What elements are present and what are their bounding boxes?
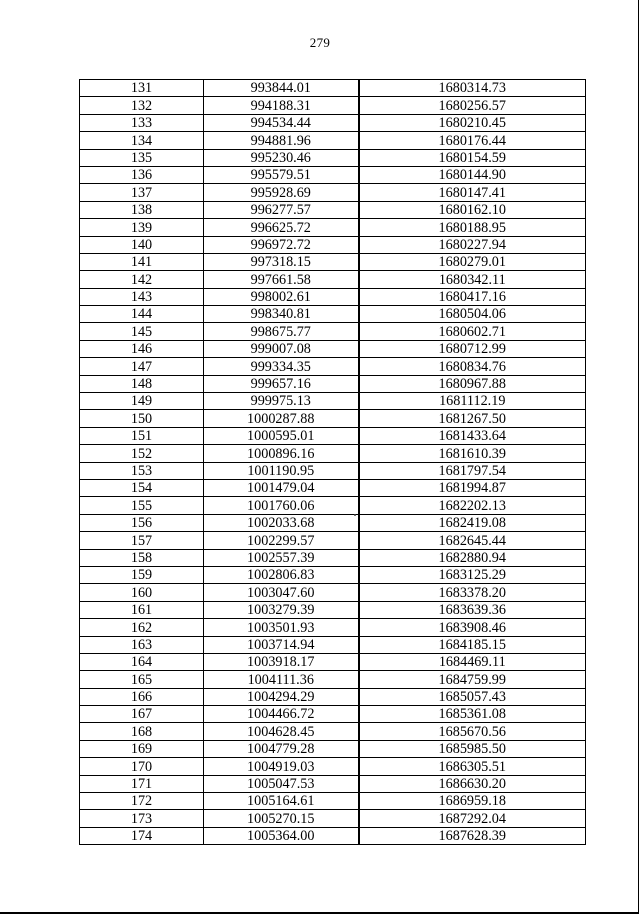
y-coordinate-cell: 1680154.59 bbox=[359, 149, 586, 166]
table-row bbox=[80, 584, 586, 601]
y-coordinate-cell: 1684469.11 bbox=[359, 653, 586, 670]
table-row bbox=[80, 114, 586, 131]
table-row bbox=[80, 184, 586, 201]
x-coordinate-cell: 994881.96 bbox=[204, 132, 359, 149]
y-coordinate-cell: 1680602.71 bbox=[359, 323, 586, 340]
point-number-cell: 146 bbox=[80, 340, 204, 357]
point-number-cell: 159 bbox=[80, 566, 204, 583]
y-coordinate-cell: 1681797.54 bbox=[359, 462, 586, 479]
x-coordinate-cell: 1004919.03 bbox=[204, 758, 359, 775]
y-coordinate-cell: 1681112.19 bbox=[359, 393, 586, 410]
x-coordinate-cell: 1000287.88 bbox=[204, 410, 359, 427]
x-coordinate-cell: 1005364.00 bbox=[204, 827, 359, 844]
point-number-cell: 169 bbox=[80, 740, 204, 757]
table-row bbox=[80, 80, 586, 97]
point-number-cell: 147 bbox=[80, 358, 204, 375]
point-number-cell: 157 bbox=[80, 532, 204, 549]
x-coordinate-cell: 1001479.04 bbox=[204, 479, 359, 496]
point-number-cell: 143 bbox=[80, 288, 204, 305]
table-row bbox=[80, 827, 586, 844]
table-row bbox=[80, 288, 586, 305]
point-number-cell: 173 bbox=[80, 810, 204, 827]
table-row bbox=[80, 271, 586, 288]
point-number-cell: 150 bbox=[80, 410, 204, 427]
point-number-cell: 138 bbox=[80, 201, 204, 218]
y-coordinate-cell: 1686630.20 bbox=[359, 775, 586, 792]
x-coordinate-cell: 999334.35 bbox=[204, 358, 359, 375]
x-coordinate-cell: 998675.77 bbox=[204, 323, 359, 340]
x-coordinate-cell: 996972.72 bbox=[204, 236, 359, 253]
table-row bbox=[80, 358, 586, 375]
table-row bbox=[80, 393, 586, 410]
table-row bbox=[80, 758, 586, 775]
point-number-cell: 165 bbox=[80, 671, 204, 688]
y-coordinate-cell: 1680188.95 bbox=[359, 219, 586, 236]
x-coordinate-cell: 1004466.72 bbox=[204, 706, 359, 723]
point-number-cell: 158 bbox=[80, 549, 204, 566]
point-number-cell: 151 bbox=[80, 427, 204, 444]
point-number-cell: 162 bbox=[80, 619, 204, 636]
x-coordinate-cell: 1000896.16 bbox=[204, 445, 359, 462]
x-coordinate-cell: 994534.44 bbox=[204, 114, 359, 131]
y-coordinate-cell: 1680834.76 bbox=[359, 358, 586, 375]
table-row bbox=[80, 479, 586, 496]
point-number-cell: 131 bbox=[80, 80, 204, 97]
x-coordinate-cell: 998002.61 bbox=[204, 288, 359, 305]
table-row bbox=[80, 514, 586, 531]
y-coordinate-cell: 1686305.51 bbox=[359, 758, 586, 775]
point-number-cell: 139 bbox=[80, 219, 204, 236]
x-coordinate-cell: 1005164.61 bbox=[204, 793, 359, 810]
y-coordinate-cell: 1682645.44 bbox=[359, 532, 586, 549]
x-coordinate-cell: 1004294.29 bbox=[204, 688, 359, 705]
point-number-cell: 156 bbox=[80, 514, 204, 531]
y-coordinate-cell: 1680210.45 bbox=[359, 114, 586, 131]
y-coordinate-cell: 1685057.43 bbox=[359, 688, 586, 705]
x-coordinate-cell: 1003714.94 bbox=[204, 636, 359, 653]
point-number-cell: 171 bbox=[80, 775, 204, 792]
point-number-cell: 172 bbox=[80, 793, 204, 810]
point-number-cell: 168 bbox=[80, 723, 204, 740]
x-coordinate-cell: 1003047.60 bbox=[204, 584, 359, 601]
table-row bbox=[80, 253, 586, 270]
x-coordinate-cell: 1003279.39 bbox=[204, 601, 359, 618]
x-coordinate-cell: 999007.08 bbox=[204, 340, 359, 357]
point-number-cell: 166 bbox=[80, 688, 204, 705]
x-coordinate-cell: 1003501.93 bbox=[204, 619, 359, 636]
coordinates-table-body bbox=[80, 80, 586, 845]
x-coordinate-cell: 1002557.39 bbox=[204, 549, 359, 566]
x-coordinate-cell: 1004779.28 bbox=[204, 740, 359, 757]
y-coordinate-cell: 1687292.04 bbox=[359, 810, 586, 827]
y-coordinate-cell: 1683639.36 bbox=[359, 601, 586, 618]
y-coordinate-cell: 1680256.57 bbox=[359, 97, 586, 114]
table-row bbox=[80, 723, 586, 740]
y-coordinate-cell: 1683908.46 bbox=[359, 619, 586, 636]
y-coordinate-cell: 1680314.73 bbox=[359, 80, 586, 97]
x-coordinate-cell: 993844.01 bbox=[204, 80, 359, 97]
table-row bbox=[80, 462, 586, 479]
point-number-cell: 149 bbox=[80, 393, 204, 410]
point-number-cell: 133 bbox=[80, 114, 204, 131]
point-number-cell: 145 bbox=[80, 323, 204, 340]
x-coordinate-cell: 1000595.01 bbox=[204, 427, 359, 444]
table-row bbox=[80, 323, 586, 340]
y-coordinate-cell: 1681610.39 bbox=[359, 445, 586, 462]
y-coordinate-cell: 1680162.10 bbox=[359, 201, 586, 218]
x-coordinate-cell: 997318.15 bbox=[204, 253, 359, 270]
table-row bbox=[80, 740, 586, 757]
table-row bbox=[80, 566, 586, 583]
point-number-cell: 170 bbox=[80, 758, 204, 775]
page-number: 279 bbox=[309, 35, 331, 50]
x-coordinate-cell: 1002033.68 bbox=[204, 514, 359, 531]
x-coordinate-cell: 995230.46 bbox=[204, 149, 359, 166]
table-row bbox=[80, 619, 586, 636]
y-coordinate-cell: 1685670.56 bbox=[359, 723, 586, 740]
scan-speck bbox=[354, 514, 356, 516]
x-coordinate-cell: 1003918.17 bbox=[204, 653, 359, 670]
point-number-cell: 142 bbox=[80, 271, 204, 288]
x-coordinate-cell: 995579.51 bbox=[204, 166, 359, 183]
y-coordinate-cell: 1684759.99 bbox=[359, 671, 586, 688]
point-number-cell: 154 bbox=[80, 479, 204, 496]
table-row bbox=[80, 497, 586, 514]
table-row bbox=[80, 532, 586, 549]
x-coordinate-cell: 1002299.57 bbox=[204, 532, 359, 549]
table-row bbox=[80, 219, 586, 236]
table-row bbox=[80, 688, 586, 705]
x-coordinate-cell: 1002806.83 bbox=[204, 566, 359, 583]
table-row bbox=[80, 775, 586, 792]
point-number-cell: 135 bbox=[80, 149, 204, 166]
table-row bbox=[80, 427, 586, 444]
x-coordinate-cell: 1005270.15 bbox=[204, 810, 359, 827]
table-row bbox=[80, 601, 586, 618]
table-row bbox=[80, 653, 586, 670]
y-coordinate-cell: 1685985.50 bbox=[359, 740, 586, 757]
table-row bbox=[80, 340, 586, 357]
x-coordinate-cell: 996625.72 bbox=[204, 219, 359, 236]
y-coordinate-cell: 1680712.99 bbox=[359, 340, 586, 357]
x-coordinate-cell: 998340.81 bbox=[204, 306, 359, 323]
y-coordinate-cell: 1680227.94 bbox=[359, 236, 586, 253]
y-coordinate-cell: 1683378.20 bbox=[359, 584, 586, 601]
table-row bbox=[80, 445, 586, 462]
y-coordinate-cell: 1681433.64 bbox=[359, 427, 586, 444]
table-row bbox=[80, 97, 586, 114]
point-number-cell: 161 bbox=[80, 601, 204, 618]
point-number-cell: 163 bbox=[80, 636, 204, 653]
x-coordinate-cell: 999657.16 bbox=[204, 375, 359, 392]
point-number-cell: 155 bbox=[80, 497, 204, 514]
table-row bbox=[80, 375, 586, 392]
x-coordinate-cell: 994188.31 bbox=[204, 97, 359, 114]
y-coordinate-cell: 1680504.06 bbox=[359, 306, 586, 323]
y-coordinate-cell: 1684185.15 bbox=[359, 636, 586, 653]
point-number-cell: 164 bbox=[80, 653, 204, 670]
x-coordinate-cell: 1004628.45 bbox=[204, 723, 359, 740]
point-number-cell: 174 bbox=[80, 827, 204, 844]
x-coordinate-cell: 1004111.36 bbox=[204, 671, 359, 688]
point-number-cell: 136 bbox=[80, 166, 204, 183]
y-coordinate-cell: 1682880.94 bbox=[359, 549, 586, 566]
point-number-cell: 148 bbox=[80, 375, 204, 392]
point-number-cell: 137 bbox=[80, 184, 204, 201]
table-row bbox=[80, 306, 586, 323]
point-number-cell: 134 bbox=[80, 132, 204, 149]
coordinates-table bbox=[79, 79, 586, 845]
table-row bbox=[80, 410, 586, 427]
point-number-cell: 153 bbox=[80, 462, 204, 479]
y-coordinate-cell: 1680279.01 bbox=[359, 253, 586, 270]
x-coordinate-cell: 1005047.53 bbox=[204, 775, 359, 792]
x-coordinate-cell: 995928.69 bbox=[204, 184, 359, 201]
x-coordinate-cell: 997661.58 bbox=[204, 271, 359, 288]
table-row bbox=[80, 810, 586, 827]
y-coordinate-cell: 1682202.13 bbox=[359, 497, 586, 514]
y-coordinate-cell: 1682419.08 bbox=[359, 514, 586, 531]
x-coordinate-cell: 996277.57 bbox=[204, 201, 359, 218]
y-coordinate-cell: 1683125.29 bbox=[359, 566, 586, 583]
point-number-cell: 144 bbox=[80, 306, 204, 323]
y-coordinate-cell: 1680967.88 bbox=[359, 375, 586, 392]
y-coordinate-cell: 1686959.18 bbox=[359, 793, 586, 810]
x-coordinate-cell: 999975.13 bbox=[204, 393, 359, 410]
table-row bbox=[80, 793, 586, 810]
y-coordinate-cell: 1680147.41 bbox=[359, 184, 586, 201]
x-coordinate-cell: 1001190.95 bbox=[204, 462, 359, 479]
y-coordinate-cell: 1680342.11 bbox=[359, 271, 586, 288]
table-row bbox=[80, 166, 586, 183]
point-number-cell: 160 bbox=[80, 584, 204, 601]
table-row bbox=[80, 236, 586, 253]
point-number-cell: 141 bbox=[80, 253, 204, 270]
y-coordinate-cell: 1681267.50 bbox=[359, 410, 586, 427]
point-number-cell: 167 bbox=[80, 706, 204, 723]
x-coordinate-cell: 1001760.06 bbox=[204, 497, 359, 514]
point-number-cell: 140 bbox=[80, 236, 204, 253]
y-coordinate-cell: 1681994.87 bbox=[359, 479, 586, 496]
y-coordinate-cell: 1680176.44 bbox=[359, 132, 586, 149]
table-row bbox=[80, 636, 586, 653]
point-number-cell: 152 bbox=[80, 445, 204, 462]
y-coordinate-cell: 1687628.39 bbox=[359, 827, 586, 844]
table-row bbox=[80, 706, 586, 723]
y-coordinate-cell: 1680144.90 bbox=[359, 166, 586, 183]
table-row bbox=[80, 132, 586, 149]
table-row bbox=[80, 201, 586, 218]
y-coordinate-cell: 1685361.08 bbox=[359, 706, 586, 723]
table-row bbox=[80, 549, 586, 566]
table-row bbox=[80, 671, 586, 688]
point-number-cell: 132 bbox=[80, 97, 204, 114]
table-row bbox=[80, 149, 586, 166]
y-coordinate-cell: 1680417.16 bbox=[359, 288, 586, 305]
